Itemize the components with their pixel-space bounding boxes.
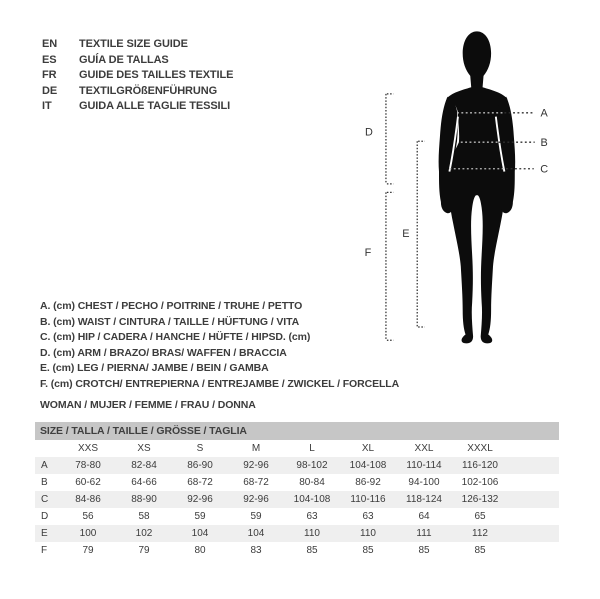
cell: 110-114	[406, 460, 442, 471]
row-label: A	[41, 460, 48, 471]
table-row	[35, 491, 559, 508]
title-text: GUIDE DES TAILLES TEXTILE	[79, 69, 234, 82]
measure-label-b: B	[540, 137, 548, 149]
cell: 88-90	[131, 494, 157, 505]
cell: 92-96	[187, 494, 213, 505]
size-table-header-bar: SIZE / TALLA / TAILLE / GRÖSSE / TAGLIA	[35, 422, 559, 440]
measurement-legend	[40, 299, 399, 392]
size-columns-row	[35, 440, 559, 457]
legend-item-leg: E. (cm) LEG / PIERNA/ JAMBE / BEIN / GAMBA	[40, 362, 269, 374]
title-text: GUIDA ALLE TAGLIE TESSILI	[79, 100, 231, 113]
spacer-cell	[508, 491, 559, 508]
title-row	[42, 84, 233, 100]
cell: 86-92	[355, 477, 381, 488]
cell: 58	[138, 511, 150, 522]
measure-label-f: F	[364, 246, 372, 259]
corner-cell	[35, 440, 60, 457]
spacer-cell	[508, 542, 559, 559]
legend-item-hip: C. (cm) HIP / CADERA / HANCHE / HÜFTE / HIPSD. (cm)	[40, 331, 311, 343]
cell: 59	[194, 511, 206, 522]
row-label: F	[41, 545, 48, 556]
measure-label-a: A	[540, 107, 548, 120]
cell: 110-116	[350, 494, 386, 505]
row-label: B	[41, 477, 48, 488]
cell: 64	[418, 511, 430, 522]
legend-item-chest: A. (cm) CHEST / PECHO / POITRINE / TRUHE / PETTO	[40, 300, 303, 312]
cell: 86-90	[187, 460, 213, 471]
title-row	[42, 37, 233, 53]
column-header: S	[196, 443, 204, 454]
cell: 85	[362, 545, 374, 556]
cell: 85	[306, 545, 318, 556]
lang-code: FR	[42, 69, 57, 82]
spacer-cell	[508, 440, 559, 457]
cell: 98-102	[296, 460, 328, 471]
title-text: TEXTILGRÖßENFÜHRUNG	[79, 84, 218, 97]
cell: 79	[82, 545, 94, 556]
size-table	[35, 440, 559, 559]
language-title-block	[42, 37, 233, 115]
cell: 110	[360, 528, 376, 539]
cell: 68-72	[243, 477, 269, 488]
cell: 92-96	[243, 494, 269, 505]
table-row	[35, 474, 559, 491]
cell: 85	[474, 545, 486, 556]
column-header: XXXL	[467, 443, 493, 454]
cell: 65	[474, 511, 486, 522]
cell: 100	[79, 528, 97, 539]
cell: 94-100	[408, 477, 440, 488]
title-row	[42, 99, 233, 115]
lang-code: IT	[42, 100, 52, 113]
lang-code: EN	[42, 38, 58, 50]
cell: 64-66	[131, 477, 157, 488]
legend-item-crotch: F. (cm) CROTCH/ ENTREPIERNA / ENTREJAMBE / ZWICKEL / FORCELLA	[40, 377, 400, 390]
cell: 110	[304, 528, 320, 539]
cell: 80-84	[299, 477, 325, 488]
spacer-cell	[508, 474, 559, 491]
cell: 80	[194, 545, 206, 556]
measure-label-c: C	[540, 163, 549, 176]
title-text: GUÍA DE TALLAS	[79, 53, 169, 66]
cell: 111	[416, 528, 432, 539]
cell: 126-132	[461, 494, 499, 505]
lang-code: ES	[42, 53, 57, 66]
cell: 104	[191, 528, 209, 539]
title-text: TEXTILE SIZE GUIDE	[79, 38, 188, 50]
cell: 85	[418, 545, 430, 556]
cell: 102	[135, 528, 153, 539]
column-header: XL	[361, 443, 375, 454]
row-label: E	[41, 528, 48, 539]
cell: 59	[250, 511, 262, 522]
cell: 68-72	[187, 477, 213, 488]
column-header: XS	[137, 443, 151, 454]
cell: 92-96	[243, 460, 269, 471]
column-header: XXS	[77, 443, 98, 454]
measure-label-e: E	[402, 227, 410, 240]
title-row	[42, 53, 233, 69]
cell: 56	[82, 511, 94, 522]
column-header: M	[251, 443, 261, 454]
cell: 104-108	[293, 494, 331, 505]
cell: 118-124	[406, 494, 442, 505]
cell: 84-86	[75, 494, 101, 505]
measure-label-d: D	[364, 126, 373, 139]
cell: 83	[250, 545, 262, 556]
table-row	[35, 457, 559, 474]
cell: 82-84	[131, 460, 157, 471]
size-table-section	[35, 422, 559, 559]
spacer-cell	[508, 525, 559, 542]
spacer-cell	[508, 508, 559, 525]
table-row	[35, 508, 559, 525]
title-row	[42, 68, 233, 84]
legend-item-arm: D. (cm) ARM / BRAZO/ BRAS/ WAFFEN / BRACCIA	[40, 346, 287, 359]
cell: 116-120	[462, 460, 498, 471]
cell: 112	[472, 528, 488, 539]
legend-item-waist: B. (cm) WAIST / CINTURA / TAILLE / HÜFTUNG / VITA	[40, 315, 300, 328]
column-header: L	[309, 443, 315, 454]
cell: 104-108	[349, 460, 387, 471]
lang-code: DE	[42, 84, 58, 97]
gender-heading: WOMAN / MUJER / FEMME / FRAU / DONNA	[40, 399, 256, 411]
cell: 102-106	[461, 477, 499, 488]
cell: 79	[138, 545, 150, 556]
row-label: D	[41, 511, 49, 522]
cell: 60-62	[75, 477, 101, 488]
cell: 78-80	[75, 460, 101, 471]
spacer-cell	[508, 457, 559, 474]
cell: 63	[362, 511, 374, 522]
cell: 104	[247, 528, 265, 539]
table-row	[35, 525, 559, 542]
row-label: C	[41, 494, 49, 505]
table-row	[35, 542, 559, 559]
cell: 63	[306, 511, 318, 522]
column-header: XXL	[414, 443, 434, 454]
